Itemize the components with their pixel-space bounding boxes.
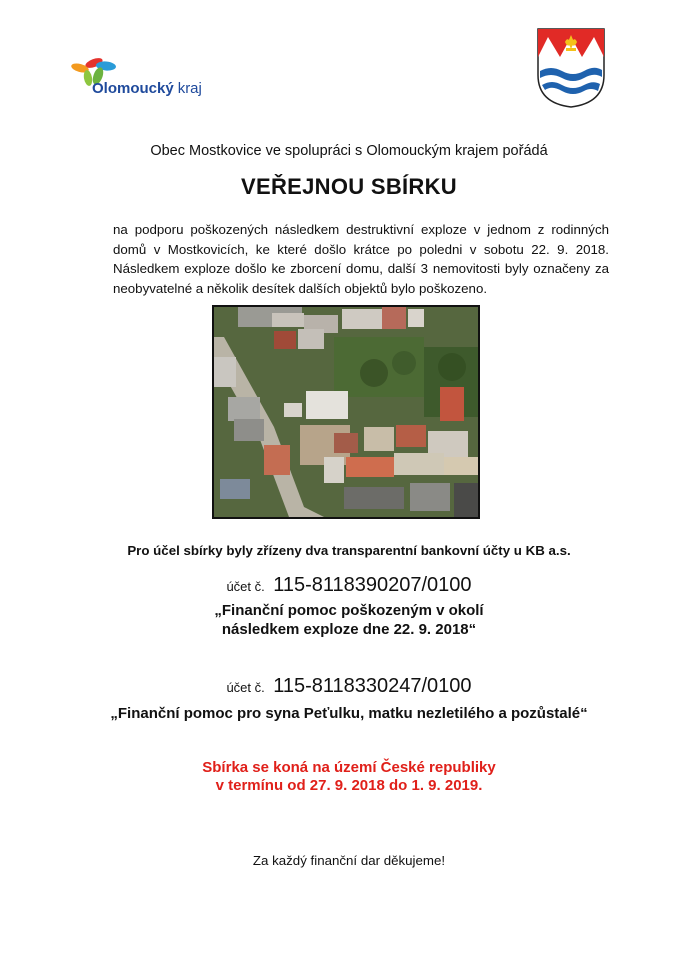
description-paragraph: na podporu poškozených následkem destruktivní exploze v jednom z rodinných domů v Mostkovicích, ke které došlo krátce po poledni v sobotu 22. 9. 2018. Následkem exploze došlo ke zborcení domu, další 3 nemovitosti byly označeny za neobyvatelné a několik desítek dalších objektů bylo poškozeno.: [113, 222, 609, 296]
account-purpose: [0, 601, 698, 639]
notice-line: Sbírka se koná na území České republiky: [202, 759, 496, 776]
page-title: VEŘEJNOU SBÍRKU: [241, 174, 457, 199]
olomoucky-kraj-logo: [70, 54, 230, 104]
logo-text-light: kraj: [177, 80, 202, 97]
aerial-photo: [212, 305, 480, 519]
account-number: 115-8118390207/0100: [273, 574, 472, 596]
account-number-row: [0, 574, 698, 597]
account-purpose-line: „Finanční pomoc poškozeným v okolí: [214, 602, 484, 619]
account-prefix: účet č.: [226, 579, 265, 594]
coat-of-arms-icon: [536, 27, 606, 109]
account-purpose-line: „Finanční pomoc pro syna Peťulku, matku nezletilého a pozůstalé“: [110, 705, 588, 722]
logo-text-bold: Olomoucký: [92, 80, 174, 97]
account-prefix: účet č.: [226, 680, 265, 695]
account-number-row: [0, 675, 698, 698]
account-purpose-line: následkem exploze dne 22. 9. 2018“: [221, 621, 477, 638]
thanks-line: Za každý finanční dar děkujeme!: [252, 853, 446, 868]
notice-line: v termínu od 27. 9. 2018 do 1. 9. 2019.: [215, 777, 483, 794]
collection-notice: [0, 759, 698, 795]
aerial-photo-illustration: [214, 307, 478, 517]
logo-wordmark: [92, 80, 202, 97]
intro-line: Obec Mostkovice ve spolupráci s Olomouckým krajem pořádá: [150, 143, 548, 159]
account-purpose: [0, 704, 698, 723]
account-number: 115-8118330247/0100: [273, 675, 472, 697]
accounts-intro: Pro účel sbírky byly zřízeny dva transparentní bankovní účty u KB a.s.: [127, 543, 571, 558]
